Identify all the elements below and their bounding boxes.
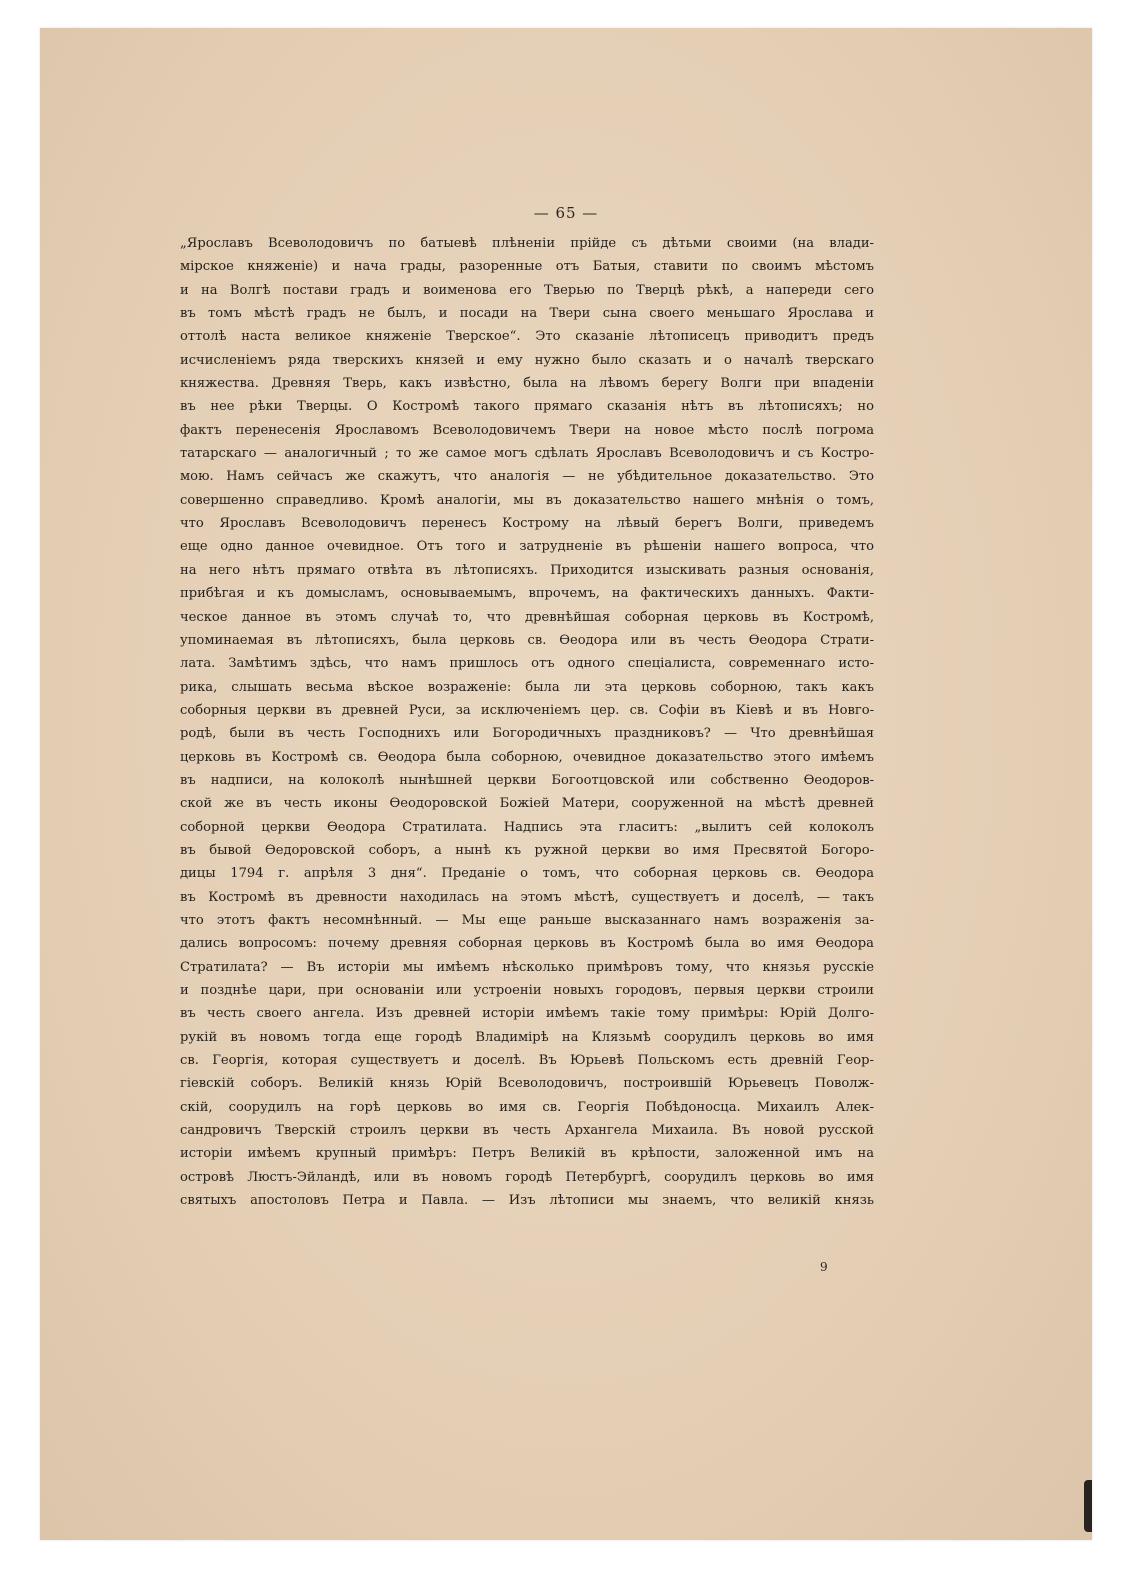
text-line: церковь въ Костромѣ св. Ѳеодора была соборною, очевидное доказательство этого имѣемъ bbox=[180, 749, 874, 765]
text-line: исчисленіемъ ряда тверскихъ князей и ему нужно было сказать и о началѣ тверскаго bbox=[180, 352, 874, 368]
text-line: княжества. Древняя Тверь, какъ извѣстно, была на лѣвомъ берегу Волги при впаденіи bbox=[180, 376, 874, 392]
text-line: „Ярославъ Всеволодовичъ по батыевѣ плѣненіи прійде съ дѣтьми своими (на влади- bbox=[180, 236, 874, 251]
text-line: святыхъ апостоловъ Петра и Павла. — Изъ лѣтописи мы знаемъ, что великій князь bbox=[180, 1193, 874, 1209]
text-line: въ честь своего ангела. Изъ древней исторіи имѣемъ такіе тому примѣры: Юрій Долго- bbox=[180, 1006, 874, 1022]
text-line: мою. Намъ сейчасъ же скажутъ, что аналогія — не убѣдительное доказательство. Это bbox=[180, 469, 874, 485]
text-line: фактъ перенесенія Ярославомъ Всеволодовичемъ Твери на новое мѣсто послѣ погрома bbox=[180, 422, 874, 438]
text-line: упоминаемая въ лѣтописяхъ, была церковь св. Ѳеодора или въ честь Ѳеодора Страти- bbox=[180, 632, 874, 648]
text-line: рукій въ новомъ тогда еще городѣ Владимірѣ на Клязьмѣ соорудилъ церковь во имя bbox=[180, 1029, 874, 1045]
scanned-page bbox=[40, 28, 1092, 1540]
text-line: исторіи имѣемъ крупный примѣръ: Петръ Великій въ крѣпости, заложенной имъ на bbox=[180, 1146, 874, 1162]
scan-edge-shadow bbox=[1084, 1480, 1092, 1532]
text-line: лата. Замѣтимъ здѣсь, что намъ пришлось отъ одного спеціалиста, современнаго исто- bbox=[180, 656, 874, 672]
text-line: прибѣгая и къ домысламъ, основываемымъ, впрочемъ, на фактическихъ данныхъ. Факти- bbox=[180, 586, 874, 602]
text-line: островѣ Люстъ-Эйландѣ, или въ новомъ городѣ Петербургѣ, соорудилъ церковь во имя bbox=[180, 1169, 874, 1185]
text-line: дались вопросомъ: почему древняя соборная церковь въ Костромѣ была во имя Ѳеодора bbox=[180, 936, 874, 952]
body-text bbox=[180, 232, 874, 1212]
text-line: рика, слышать весьма вѣское возраженіе: была ли эта церковь соборною, такъ какъ bbox=[180, 679, 874, 695]
text-line: въ нее рѣки Тверцы. О Костромѣ такого прямаго сказанія нѣтъ въ лѣтописяхъ; но bbox=[180, 399, 874, 415]
text-line: что этотъ фактъ несомнѣнный. — Мы еще раньше высказаннаго намъ возраженія за- bbox=[180, 912, 874, 928]
text-line: на него нѣтъ прямаго отвѣта въ лѣтописяхъ. Приходится изыскивать разныя основанія, bbox=[180, 562, 874, 578]
text-line: соборныя церкви въ древней Руси, за исключеніемъ цер. св. Софіи въ Кіевѣ и въ Новго- bbox=[180, 702, 874, 718]
text-line: оттолѣ наста великое княженіе Тверское“. Это сказаніе лѣтописецъ приводитъ предъ bbox=[180, 329, 874, 345]
printer-signature-mark: 9 bbox=[820, 1260, 828, 1274]
text-line: въ надписи, на колоколѣ нынѣшней церкви Богоотцовской или собственно Ѳеодоров- bbox=[180, 772, 874, 788]
text-line: скій, соорудилъ на горѣ церковь во имя св. Георгія Побѣдоносца. Михаилъ Алек- bbox=[180, 1099, 874, 1115]
text-line: соборной церкви Ѳеодора Стратилата. Надпись эта гласитъ: „вылитъ сей колоколъ bbox=[180, 819, 874, 835]
text-line: мірское княженіе) и нача грады, разоренные отъ Батыя, ставити по своимъ мѣстомъ bbox=[180, 259, 874, 275]
text-line: совершенно справедливо. Кромѣ аналогіи, мы въ доказательство нашего мнѣнія о томъ, bbox=[180, 492, 874, 508]
text-line: родѣ, были въ честь Господнихъ или Богородичныхъ праздниковъ? — Что древнѣйшая bbox=[180, 726, 874, 742]
text-line: дицы 1794 г. апрѣля 3 дня“. Преданіе о томъ, что соборная церковь св. Ѳеодора bbox=[180, 866, 874, 882]
text-line: въ Костромѣ въ древности находилась на этомъ мѣстѣ, существуетъ и доселѣ, — такъ bbox=[180, 889, 874, 905]
text-line: и на Волгѣ постави градъ и воименова его Тверью по Тверцѣ рѣкѣ, а напереди сего bbox=[180, 282, 874, 298]
text-line: сандровичъ Тверскій строилъ церкви въ честь Архангела Михаила. Въ новой русской bbox=[180, 1123, 874, 1139]
text-line: Стратилата? — Въ исторіи мы имѣемъ нѣсколько примѣровъ тому, что князья русскіе bbox=[180, 959, 874, 975]
text-line: татарскаго — аналогичный ; то же самое могъ сдѣлать Ярославъ Всеволодовичъ и съ Костро- bbox=[180, 446, 874, 462]
text-line: что Ярославъ Всеволодовичъ перенесъ Кострому на лѣвый берегъ Волги, приведемъ bbox=[180, 516, 874, 532]
text-line: въ томъ мѣстѣ градъ не былъ, и посади на Твери сына своего меньшаго Ярослава и bbox=[180, 306, 874, 322]
page-number: — 65 — bbox=[533, 204, 599, 222]
text-line: ской же въ честь иконы Ѳеодоровской Божіей Матери, сооруженной на мѣстѣ древней bbox=[180, 796, 874, 812]
text-line: еще одно данное очевидное. Отъ того и затрудненіе въ рѣшеніи нашего вопроса, что bbox=[180, 539, 874, 555]
text-line: и позднѣе цари, при основаніи или устроеніи новыхъ городовъ, первыя церкви строили bbox=[180, 983, 874, 998]
text-line: гіевскій соборъ. Великій князь Юрій Всеволодовичъ, построившій Юрьевецъ Поволж- bbox=[180, 1076, 874, 1092]
text-line: въ бывой Ѳедоровской соборъ, а нынѣ къ ружной церкви во имя Пресвятой Богоро- bbox=[180, 842, 874, 858]
text-line: ческое данное въ этомъ случаѣ то, что древнѣйшая соборная церковь въ Костромѣ, bbox=[180, 609, 874, 625]
text-line: св. Георгія, которая существуетъ и доселѣ. Въ Юрьевѣ Польскомъ есть древній Геор- bbox=[180, 1053, 874, 1069]
